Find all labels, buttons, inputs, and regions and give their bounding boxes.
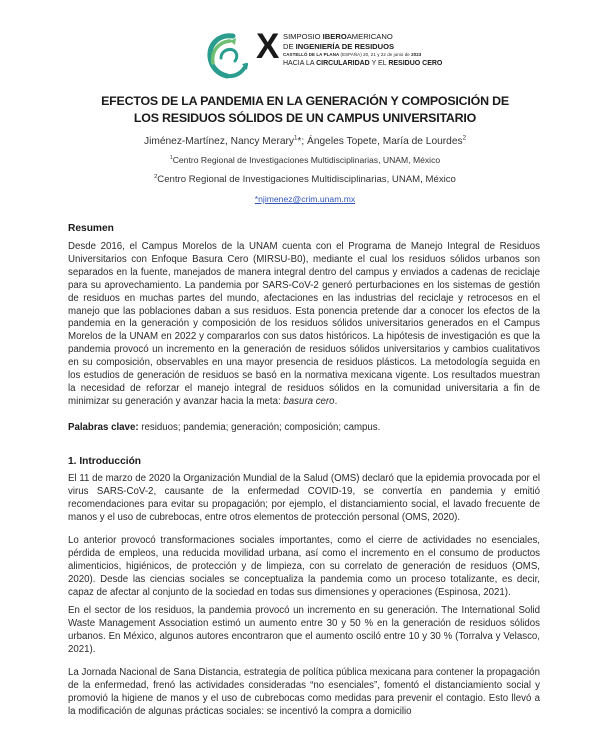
paper-title — [60, 93, 550, 127]
logo-text-part: INGENIERÍA DE RESIDUOS — [295, 42, 395, 51]
intro-paragraph-4: La Jornada Nacional de Sana Distancia, estrategia de política pública mexicana para contener la propagación de la enfermedad, frenó las actividades consideradas “no esenciales”, fomentó el distanciamiento social y promovió la higiene de manos y el uso de cubrebocas como medidas para prevenir el contagio. Esto llevó a la modificación de algunas prácticas sociales: se incentivó la compra a domicilio — [68, 667, 540, 717]
affiliation-marker: 2 — [462, 134, 467, 142]
affiliation-marker: 2 — [154, 173, 158, 180]
title-line-1: EFECTOS DE LA PANDEMIA EN LA GENERACIÓN Y COMPOSICIÓN DE — [101, 94, 509, 108]
author-name: ; Ángeles Topete, María de Lourdes — [301, 136, 463, 147]
logo-text-part: (ESPAÑA) 20, 21 y 22 de junio de — [339, 52, 412, 57]
logo-line-2 — [283, 42, 408, 52]
intro-paragraph-1: El 11 de marzo de 2020 la Organización Mundial de la Salud (OMS) declaró que la epidemia provocada por el virus SARS-CoV-2, causante de la enfermedad COVID-19, se convertía en pandemia y emitió recomendaciones para evitar su propagación; por ejemplo, el distanciamiento social, el lavado frecuente de manos y el uso de cubrebocas, entre otros elementos de protección personal (OMS, 2020). — [68, 473, 540, 523]
affiliation-marker: 1 — [169, 155, 173, 162]
logo-text — [283, 32, 443, 69]
logo-text-part: HACIA LA — [283, 60, 317, 67]
author-name: Jiménez-Martínez, Nancy Merary — [143, 136, 295, 147]
affiliation-1 — [40, 154, 570, 166]
logo-text-part: SIMPOSIO — [283, 32, 323, 41]
keywords-list: residuos; pandemia; generación; composición; campus. — [138, 422, 381, 433]
abstract-text: Desde 2016, el Campus Morelos de la UNAM cuenta con el Programa de Manejo Integral de Residuos Universitarios con Enfoque Basura Cero (MIRSU-B0), mediante el cual los residuos sólidos urbanos son separados en la fuente, manejados de manera integral dentro del campus y enviados a cadenas de reciclaje para su aprovechamiento. La pandemia por SARS-CoV-2 generó perturbaciones en los sistemas de gestión de residuos en muchas partes del mundo, afectaciones en las industrias del reciclaje y retrocesos en el manejo que las poblaciones daban a sus residuos. Esta ponencia pretende dar a conocer los efectos de la pandemia en la generación y composición de los residuos sólidos universitarios generados en el Campus Morelos de la UNAM en 2022 y compararlos con sus datos históricos. La hipótesis de investigación es que la pandemia provocó un incremento en la generación de residuos sólidos universitarios y cambios cualitativos en su composición, observables en una mayor presencia de residuos plásticos. La metodología seguida en los estudios de generación de residuos se basó en la normativa mexicana vigente. Los resultados muestran la necesidad de reforzar el manejo integral de residuos sólidos en la comunidad universitaria a fin de minimizar su generación y avanzar hacia la meta: — [68, 241, 540, 407]
introduction-heading: 1. Introducción — [68, 456, 142, 467]
abstract-emphasis: basura cero — [283, 395, 335, 407]
affiliation-marker: 1 — [294, 134, 298, 142]
logo-text-part: 2023 — [411, 52, 422, 57]
logo-text-part: IBERO — [322, 32, 347, 41]
symposium-logo — [203, 26, 443, 82]
affiliation-2 — [40, 174, 570, 186]
authors — [40, 135, 570, 148]
abstract-heading: Resumen — [68, 223, 114, 234]
roman-numeral: X — [256, 27, 280, 66]
title-line-2: LOS RESIDUOS SÓLIDOS DE UN CAMPUS UNIVERSITARIO — [133, 111, 477, 125]
abstract-text-end: . — [334, 395, 338, 407]
logo-line-1 — [283, 32, 408, 42]
logo-line-4 — [283, 58, 443, 69]
logo-text-part: CASTELLÓ DE LA PLANA — [283, 52, 340, 57]
logo-text-part: Y EL — [369, 60, 389, 67]
logo-text-part: CIRCULARIDAD — [316, 60, 370, 67]
affiliation-text: Centro Regional de Investigaciones Multidisciplinarias, UNAM, México — [157, 174, 456, 185]
logo-text-part: RESIDUO CERO — [388, 60, 443, 67]
recycling-arrows-icon — [203, 30, 255, 80]
corresponding-email-link[interactable]: *njimenez@crim.unam.mx — [254, 194, 356, 204]
intro-paragraph-3: En el sector de los residuos, la pandemia provocó un incremento en su generación. The International Solid Waste Management Association estimó un aumento entre 30 y 50 % en la generación de residuos sólidos urbanos. En México, algunos autores encontraron que el aumento osciló entre 10 y 30 % (Torralva y Velasco, 2021). — [68, 605, 540, 655]
keywords-label: Palabras clave: — [68, 422, 139, 433]
corresponding-marker: * — [297, 136, 302, 147]
logo-text-part: DE — [283, 42, 296, 51]
keywords — [68, 422, 540, 435]
intro-paragraph-2: Lo anterior provocó transformaciones sociales importantes, como el cierre de actividades no esenciales, pérdida de empleos, una reducida movilidad urbana, así como el incremento en el consumo de productos alimenticios, higiénicos, de protección y de limpieza, con su correlato de generación de residuos (OMS, 2020). Desde las ciencias sociales se conceptualiza la pandemia como un proceso totalizante, es decir, capaz de afectar al conjunto de la sociedad en todas sus dimensiones y operaciones (Espinosa, 2021). — [68, 535, 540, 598]
affiliation-text: Centro Regional de Investigaciones Multidisciplinarias, UNAM, México — [172, 155, 441, 165]
logo-text-part: AMERICANO — [346, 32, 393, 41]
abstract-paragraph — [68, 241, 540, 409]
